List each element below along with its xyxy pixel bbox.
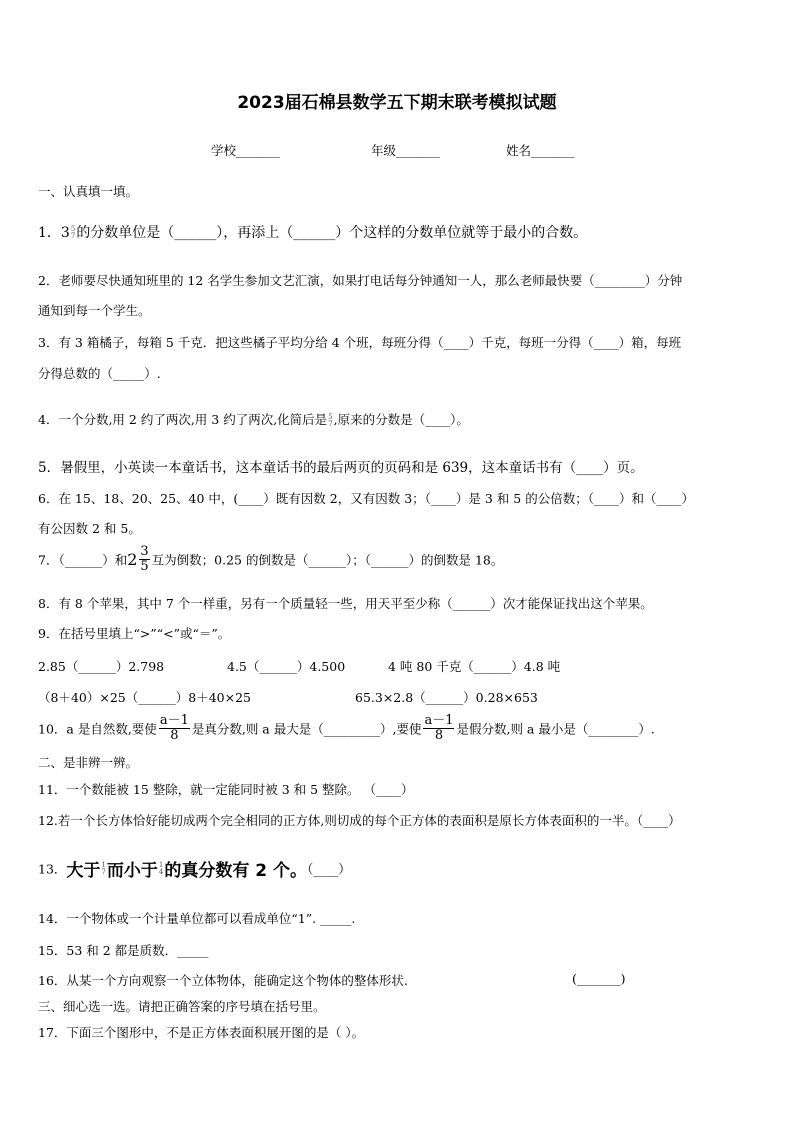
section-1-heading: 一、认真填一填。 — [38, 184, 139, 199]
question-13: 13．大于 1 7 而小于 1 4 的真分数有 2 个。（____） — [38, 860, 351, 881]
question-15: 15．53 和 2 都是质数．_____ — [38, 943, 209, 958]
question-5: 5．暑假里，小英读一本童话书，这本童话书的最后两页的页码和是 639，这本童话书有（____）页。 — [38, 460, 644, 476]
section-2-heading: 二、是非辨一辨。 — [38, 755, 139, 770]
question-12: 12.若一个长方体恰好能切成两个完全相同的正方体,则切成的每个正方体的表面积是原长方体表面积的一半。（____） — [38, 813, 681, 828]
name-field: 姓名_______ — [506, 143, 575, 158]
q13-fraction-1: 1 7 — [101, 860, 106, 876]
q1-text: 的分数单位是（______），再添上（______）个这样的分数单位就等于最小的合数。 — [76, 225, 588, 241]
question-6-line-2: 有公因数 2 和 5。 — [38, 521, 141, 536]
question-3-line-2: 分得总数的（_____）. — [38, 366, 161, 381]
question-9-stem: 9．在括号里填上“>”“<”或“＝”。 — [38, 626, 231, 641]
q13-fraction-2: 1 4 — [158, 860, 164, 876]
question-6-line-1: 6．在 15、18、20、25、40 中，(____）既有因数 2，又有因数 3；（____）是 3 和 5 的公倍数；（____）和（____） — [38, 491, 694, 506]
school-field: 学校_______ — [211, 143, 280, 158]
section-3-heading: 三、细心选一选。请把正确答案的序号填在括号里。 — [38, 999, 326, 1014]
q9-compare-1: 2.85（______）2.798 — [38, 659, 165, 674]
q10-fraction-1: $\frac{a-1}{8}$ — [159, 713, 189, 743]
question-16: 16．从某一个方向观察一个立体物体，能确定这个物体的整体形状. — [38, 973, 408, 988]
q4-fraction: 5 7 — [328, 412, 333, 428]
q10-fraction-2: $\frac{a-1}{8}$ — [424, 713, 454, 743]
question-3-line-1: 3．有 3 箱橘子，每箱 5 千克．把这些橘子平均分给 4 个班，每班分得（____）千克，每班一分得（____）箱，每班 — [38, 335, 682, 350]
question-17: 17．下面三个图形中，不是正方体表面积展开图的是（ ）。 — [38, 1025, 365, 1040]
question-2-line-1: 2．老师要尽快通知班里的 12 名学生参加文艺汇演，如果打电话每分钟通知一人，那么老师最快要（________）分钟 — [38, 273, 683, 288]
grade-field: 年级_______ — [371, 143, 440, 158]
question-11: 11．一个数能被 15 整除，就一定能同时被 3 和 5 整除。 （____） — [38, 782, 414, 797]
page-title: 2023届石棉县数学五下期末联考模拟试题 — [237, 93, 557, 113]
q7-fraction: $\frac{3}{5}$ — [140, 544, 149, 574]
q9-compare-3: 4 吨 80 千克（______）4.8 吨 — [388, 659, 561, 674]
q9-compare-5: 65.3×2.8（______）0.28×653 — [355, 690, 538, 705]
q1-prefix: 1． — [38, 225, 61, 241]
question-8: 8．有 8 个苹果，其中 7 个一样重，另有一个质量轻一些，用天平至少称（______）次才能保证找出这个苹果。 — [38, 596, 653, 611]
q1-fraction: 5 7 — [70, 225, 76, 240]
q9-compare-4: （8＋40）×25（______）8＋40×25 — [38, 690, 251, 705]
q16-answer-blank: (_______) — [572, 971, 626, 986]
question-10: 10．a 是自然数,要使 $\frac{a-1}{8}$ 是真分数,则 a 最大是（_________）,要使 $\frac{a-1}{8}$ 是假分数,则 a 最小是（________）. — [38, 713, 655, 743]
question-2-line-2: 通知到每一个学生。 — [38, 303, 151, 318]
q9-compare-2: 4.5（______）4.500 — [227, 659, 346, 674]
question-4: 4．一个分数,用 2 约了两次,用 3 约了两次,化简后是 5 7 ,原来的分数是（____）。 — [38, 412, 469, 428]
question-7: 7．（______）和2 $\frac{3}{5}$ 互为倒数；0.25 的倒数是（______）；（______）的倒数是 18。 — [38, 544, 504, 574]
q1-whole: 3 — [60, 225, 70, 241]
question-1 — [38, 222, 587, 242]
question-14: 14．一个物体或一个计量单位都可以看成单位“1”. _____. — [38, 911, 356, 926]
q7-whole: 2 — [127, 550, 138, 569]
